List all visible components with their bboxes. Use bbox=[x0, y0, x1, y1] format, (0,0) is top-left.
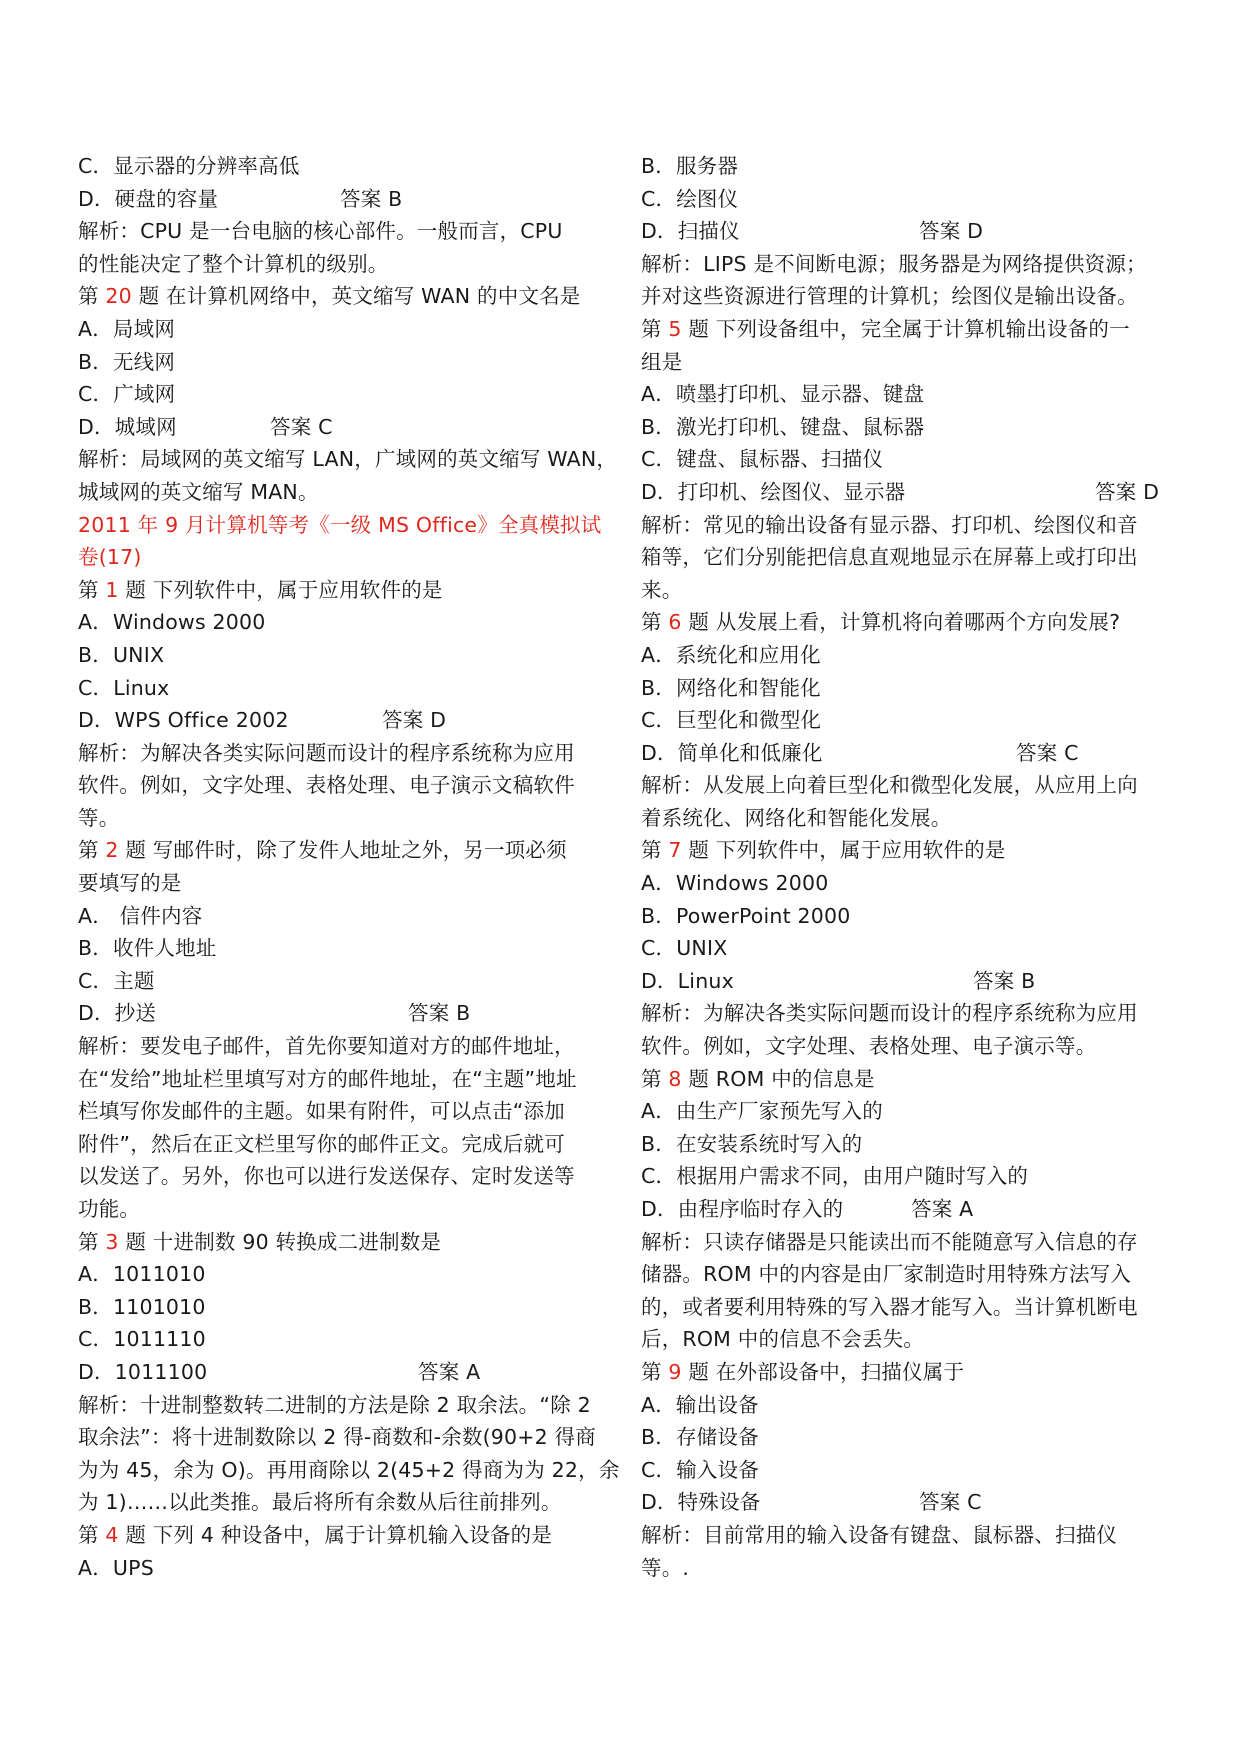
question-number: 8 bbox=[668, 1066, 682, 1091]
question-number: 3 bbox=[105, 1229, 119, 1254]
option-line bbox=[78, 1356, 613, 1389]
explanation-line: 解析：只读存储器是只能读出而不能随意写入信息的存 bbox=[641, 1229, 1138, 1254]
explanation-line: 附件”，然后在正文栏里写你的邮件正文。完成后就可 bbox=[78, 1131, 565, 1156]
explanation bbox=[641, 997, 1176, 1062]
explanation bbox=[78, 1389, 620, 1519]
option-line: A．系统化和应用化 bbox=[641, 642, 821, 667]
question-text: 题 下列 4 种设备中，属于计算机输入设备的是 bbox=[118, 1522, 553, 1547]
explanation-line: 等。 bbox=[78, 805, 120, 830]
option-text: D．硬盘的容量 bbox=[78, 186, 219, 211]
explanation-line: 解析：为解决各类实际问题而设计的程序系统称为应用 bbox=[641, 1001, 1138, 1026]
question-prefix: 第 bbox=[641, 316, 669, 341]
explanation bbox=[641, 509, 1176, 607]
question-prefix: 第 bbox=[641, 610, 669, 635]
explanation-line: 以发送了。另外，你也可以进行发送保存、定时发送等 bbox=[78, 1164, 575, 1189]
answer-label: 答案 D bbox=[919, 219, 984, 244]
option-line: B．收件人地址 bbox=[78, 936, 217, 961]
explanation bbox=[641, 1226, 1176, 1356]
explanation-line: 软件。例如，文字处理、表格处理、电子演示等。 bbox=[641, 1034, 1097, 1059]
option-line: C．巨型化和微型化 bbox=[641, 708, 822, 733]
answer-label: 答案 B bbox=[973, 968, 1036, 993]
option-text: D．抄送 bbox=[78, 1001, 157, 1026]
option-line bbox=[78, 997, 613, 1030]
explanation-line: 并对这些资源进行管理的计算机；绘图仪是输出设备。 bbox=[641, 284, 1138, 309]
question-text: 题 从发展上看，计算机将向着哪两个方向发展? bbox=[681, 610, 1121, 635]
option-line: B．无线网 bbox=[78, 349, 176, 374]
option-line: B．激光打印机、键盘、鼠标器 bbox=[641, 414, 925, 439]
explanation-line: 为 1)……以此类推。最后将所有余数从后往前排列。 bbox=[78, 1490, 562, 1515]
section-title-line: 2011 年 9 月计算机等考《一级 MS Office》全真模拟试 bbox=[78, 512, 602, 537]
option-text: D．Linux bbox=[641, 968, 734, 993]
question-prefix: 第 bbox=[641, 1066, 669, 1091]
question-title bbox=[78, 574, 613, 607]
answer-label: 答案 C bbox=[919, 1490, 982, 1515]
option-line: A． 信件内容 bbox=[78, 903, 203, 928]
answer-label: 答案 D bbox=[382, 708, 447, 733]
question-number: 2 bbox=[105, 838, 119, 863]
question-prefix: 第 bbox=[78, 577, 106, 602]
explanation-line: 在“发给”地址栏里填写对方的邮件地址，在“主题”地址 bbox=[78, 1066, 577, 1091]
answer-label: 答案 D bbox=[1095, 479, 1160, 504]
question-text: 题 下列设备组中，完全属于计算机输出设备的一 bbox=[681, 316, 1130, 341]
question-number: 9 bbox=[668, 1359, 682, 1384]
option-line: C．Linux bbox=[78, 675, 170, 700]
option-line: C．绘图仪 bbox=[641, 186, 739, 211]
answer-label: 答案 B bbox=[408, 1001, 471, 1026]
explanation-line: 解析：CPU 是一台电脑的核心部件。一般而言，CPU bbox=[78, 219, 563, 244]
explanation-line: 软件。例如，文字处理、表格处理、电子演示文稿软件 bbox=[78, 773, 575, 798]
question-prefix: 第 bbox=[641, 838, 669, 863]
question-prefix: 第 bbox=[78, 1522, 106, 1547]
option-line bbox=[641, 737, 1176, 770]
option-line: B．服务器 bbox=[641, 154, 739, 178]
option-line bbox=[641, 1486, 1176, 1519]
explanation-line: 为为 45，余为 O)。再用商除以 2(45+2 得商为为 22，余 bbox=[78, 1457, 620, 1482]
explanation bbox=[78, 443, 618, 508]
option-line bbox=[641, 965, 1176, 998]
option-line: C．根据用户需求不同，由用户随时写入的 bbox=[641, 1164, 1029, 1189]
question-title bbox=[78, 280, 613, 313]
option-line: C．主题 bbox=[78, 968, 155, 993]
option-line: A．局域网 bbox=[78, 316, 176, 341]
option-line bbox=[78, 183, 613, 216]
explanation bbox=[641, 1519, 1176, 1584]
option-line: A．Windows 2000 bbox=[78, 610, 266, 635]
explanation-line: 等。. bbox=[641, 1555, 690, 1580]
option-line bbox=[641, 476, 1176, 509]
question-number: 5 bbox=[668, 316, 682, 341]
option-text: D．城域网 bbox=[78, 414, 177, 439]
question-number: 6 bbox=[668, 610, 682, 635]
section-title-line: 卷(17) bbox=[78, 545, 142, 570]
option-text: D．特殊设备 bbox=[641, 1490, 761, 1515]
option-line: B．1101010 bbox=[78, 1294, 206, 1319]
option-text: D．扫描仪 bbox=[641, 219, 740, 244]
explanation-line: 解析：局域网的英文缩写 LAN，广域网的英文缩写 WAN， bbox=[78, 447, 618, 472]
option-line bbox=[78, 704, 613, 737]
question-title bbox=[641, 1356, 1176, 1389]
option-line: A．UPS bbox=[78, 1555, 154, 1580]
explanation-line: 解析：要发电子邮件，首先你要知道对方的邮件地址， bbox=[78, 1034, 575, 1059]
question-continuation: 要填写的是 bbox=[78, 871, 182, 896]
explanation-line: 解析：从发展上向着巨型化和微型化发展，从应用上向 bbox=[641, 773, 1138, 798]
question-text: 题 ROM 中的信息是 bbox=[681, 1066, 875, 1091]
question-title bbox=[78, 834, 613, 867]
question-text: 题 写邮件时，除了发件人地址之外，另一项必须 bbox=[118, 838, 567, 863]
question-title bbox=[641, 1063, 1176, 1096]
question-text: 题 下列软件中，属于应用软件的是 bbox=[681, 838, 1006, 863]
question-number: 1 bbox=[105, 577, 119, 602]
option-line bbox=[78, 411, 613, 444]
section-title bbox=[78, 509, 613, 574]
option-line: A．喷墨打印机、显示器、键盘 bbox=[641, 382, 925, 407]
question-title bbox=[641, 313, 1176, 346]
option-line: C．键盘、鼠标器、扫描仪 bbox=[641, 447, 884, 472]
question-number: 20 bbox=[105, 284, 132, 309]
explanation-line: 解析：LIPS 是不间断电源；服务器是为网络提供资源； bbox=[641, 251, 1147, 276]
option-line: B．UNIX bbox=[78, 642, 165, 667]
question-text: 题 十进制数 90 转换成二进制数是 bbox=[118, 1229, 442, 1254]
option-line: B．在安装系统时写入的 bbox=[641, 1131, 863, 1156]
option-text: D．由程序临时存入的 bbox=[641, 1197, 844, 1221]
explanation-line: 来。 bbox=[641, 577, 683, 602]
answer-label: 答案 B bbox=[340, 186, 403, 211]
explanation-line: 解析：为解决各类实际问题而设计的程序系统称为应用 bbox=[78, 740, 575, 765]
option-text: D．简单化和低廉化 bbox=[641, 740, 823, 765]
question-text: 题 下列软件中，属于应用软件的是 bbox=[118, 577, 443, 602]
explanation-line: 解析：目前常用的输入设备有键盘、鼠标器、扫描仪 bbox=[641, 1522, 1118, 1547]
question-title bbox=[78, 1226, 613, 1259]
explanation bbox=[78, 215, 613, 280]
question-prefix: 第 bbox=[78, 1229, 106, 1254]
question-title bbox=[641, 606, 1176, 639]
explanation-line: 后，ROM 中的信息不会丢失。 bbox=[641, 1327, 925, 1352]
question-text: 题 在计算机网络中，英文缩写 WAN 的中文名是 bbox=[131, 284, 581, 309]
question-number: 7 bbox=[668, 838, 682, 863]
option-line: B．网络化和智能化 bbox=[641, 675, 821, 700]
option-line: B．存储设备 bbox=[641, 1425, 759, 1450]
question-prefix: 第 bbox=[78, 838, 106, 863]
explanation-line: 的性能决定了整个计算机的级别。 bbox=[78, 251, 389, 276]
explanation-line: 取余法”：将十进制数除以 2 得-商数和-余数(90+2 得商 bbox=[78, 1425, 597, 1450]
explanation bbox=[78, 1030, 613, 1226]
option-line bbox=[641, 1193, 1176, 1226]
option-line: A．由生产厂家预先写入的 bbox=[641, 1099, 883, 1124]
explanation bbox=[641, 769, 1176, 834]
question-continuation: 组是 bbox=[641, 349, 683, 374]
right-column bbox=[641, 150, 1176, 1584]
explanation-line: 箱等，它们分别能把信息直观地显示在屏幕上或打印出 bbox=[641, 545, 1138, 570]
explanation-line: 解析：常见的输出设备有显示器、打印机、绘图仪和音 bbox=[641, 512, 1138, 537]
option-text: D．1011100 bbox=[78, 1359, 208, 1384]
explanation-line: 功能。 bbox=[78, 1197, 141, 1221]
question-title bbox=[641, 834, 1176, 867]
explanation-line: 解析：十进制整数转二进制的方法是除 2 取余法。“除 2 bbox=[78, 1392, 591, 1417]
option-line bbox=[641, 215, 1176, 248]
explanation-line: 城域网的英文缩写 MAN。 bbox=[78, 479, 319, 504]
explanation-line: 着系统化、网络化和智能化发展。 bbox=[641, 805, 952, 830]
explanation-line: 储器。ROM 中的内容是由厂家制造时用特殊方法写入 bbox=[641, 1262, 1132, 1287]
question-title bbox=[78, 1519, 613, 1552]
option-line: A．输出设备 bbox=[641, 1392, 759, 1417]
option-text: D．WPS Office 2002 bbox=[78, 708, 289, 733]
option-text: D．打印机、绘图仪、显示器 bbox=[641, 479, 906, 504]
explanation bbox=[641, 248, 1176, 313]
option-line: B．PowerPoint 2000 bbox=[641, 903, 851, 928]
option-line: A．Windows 2000 bbox=[641, 871, 829, 896]
answer-label: 答案 A bbox=[911, 1197, 974, 1221]
option-line: C．广域网 bbox=[78, 382, 176, 407]
question-prefix: 第 bbox=[78, 284, 106, 309]
option-line: C．1011110 bbox=[78, 1327, 206, 1352]
explanation bbox=[78, 737, 613, 835]
option-line: C．UNIX bbox=[641, 936, 728, 961]
left-column bbox=[78, 150, 620, 1584]
question-text: 题 在外部设备中，扫描仪属于 bbox=[681, 1359, 965, 1384]
explanation-line: 栏填写你发邮件的主题。如果有附件，可以点击“添加 bbox=[78, 1099, 565, 1124]
answer-label: 答案 A bbox=[418, 1359, 481, 1384]
explanation-line: 的，或者要利用特殊的写入器才能写入。当计算机断电 bbox=[641, 1294, 1138, 1319]
question-prefix: 第 bbox=[641, 1359, 669, 1384]
option-line: C．显示器的分辨率高低 bbox=[78, 154, 300, 178]
option-line: C．输入设备 bbox=[641, 1457, 760, 1482]
question-number: 4 bbox=[105, 1522, 119, 1547]
option-line: A．1011010 bbox=[78, 1262, 206, 1287]
answer-label: 答案 C bbox=[1016, 740, 1079, 765]
answer-label: 答案 C bbox=[270, 414, 333, 439]
